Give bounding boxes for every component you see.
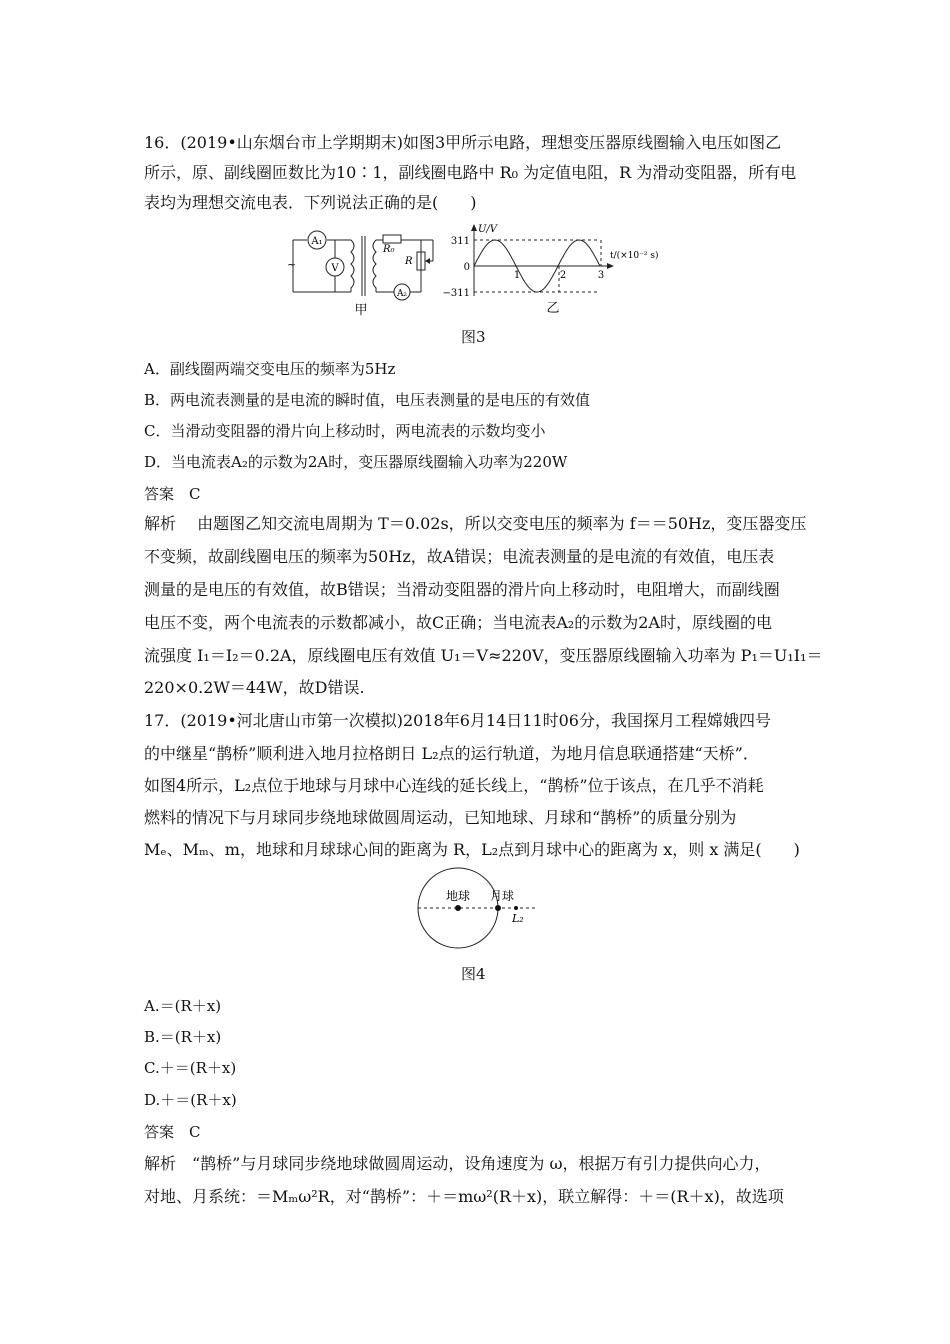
resistor-r0-label: R₀	[383, 244, 395, 255]
rheostat-r-label: R	[405, 256, 413, 267]
q16-answer: 答案 C	[144, 485, 201, 503]
ammeter-a1-label: A₁	[311, 236, 323, 247]
q17-analysis-line-2: 对地、月系统：＝Mₘω²R，对“鹊桥”：＋＝mω²(R＋x)，联立解得：＋＝(R＋x)，故选项	[144, 1187, 784, 1206]
q17-line-1: 17．(2019•河北唐山市第一次模拟)2018年6月14日11时06分，我国探月工程嫦娥四号	[144, 711, 771, 730]
q16-analysis-line-6: 220×0.2W＝44W，故D错误.	[144, 678, 365, 697]
transformer-circuit-diagram	[283, 226, 443, 318]
q16-analysis-line-1: 解析 由题图乙知交流电周期为 T＝0.02s，所以交变电压的频率为 f＝＝50Hz，变压器变压	[144, 514, 807, 533]
x-axis-label: t/(×10⁻² s)	[610, 251, 659, 261]
l2-point	[514, 906, 518, 910]
q16-option-c: C．当滑动变阻器的滑片向上移动时，两电流表的示数均变小	[144, 422, 546, 440]
figure-4-caption: 图4	[461, 965, 486, 983]
moon-point	[495, 905, 501, 911]
voltage-waveform-graph	[442, 220, 680, 318]
earth-moon-orbit-diagram	[412, 866, 542, 950]
q17-option-a: A.＝(R＋x)	[144, 997, 222, 1015]
x-tick-3: 3	[597, 270, 605, 281]
q17-answer: 答案 C	[144, 1123, 201, 1141]
moon-label: 月球	[489, 889, 515, 903]
q17-line-5: Mₑ、Mₘ、m，地球和月球球心间的距离为 R，L₂点到月球中心的距离为 x，则 x 满足( )	[144, 840, 800, 859]
ac-source-symbol: ~	[287, 258, 297, 271]
voltmeter-label: V	[331, 263, 339, 274]
figure-label-jia: 甲	[354, 303, 368, 318]
q16-option-d: D．当电流表A₂的示数为2A时，变压器原线圈输入功率为220W	[144, 453, 568, 471]
x-tick-2: 2	[559, 270, 567, 281]
earth-label: 地球	[445, 889, 471, 903]
q17-line-2: 的中继星“鹊桥”顺利进入地月拉格朗日 L₂点的运行轨道，为地月信息联通搭建“天桥”．	[144, 744, 759, 763]
y-tick-top: 311	[450, 236, 470, 247]
q16-line-1: 16．(2019•山东烟台市上学期期末)如图3甲所示电路，理想变压器原线圈输入电压如图乙	[144, 133, 782, 152]
q16-line-3: 表均为理想交流电表．下列说法正确的是( )	[144, 193, 477, 212]
q16-analysis-line-5: 流强度 I₁＝I₂＝0.2A，原线圈电压有效值 U₁＝V≈220V，变压器原线圈输入功率为 P₁＝U₁I₁＝	[144, 646, 823, 665]
y-tick-zero: 0	[463, 262, 470, 273]
figure-3-caption: 图3	[461, 328, 486, 346]
q16-analysis-line-2: 不变频，故副线圈电压的频率为50Hz，故A错误；电流表测量的是电流的有效值，电压表	[144, 547, 775, 566]
q17-option-d: D.＋＝(R＋x)	[144, 1091, 237, 1109]
q16-option-b: B．两电流表测量的是电流的瞬时值，电压表测量的是电压的有效值	[144, 391, 591, 409]
figure-label-yi: 乙	[546, 301, 560, 316]
y-tick-bottom: −311	[442, 288, 470, 299]
q16-line-2: 所示，原、副线圈匝数比为10∶1，副线圈电路中 R₀ 为定值电阻，R 为滑动变阻器，所有电	[144, 163, 797, 182]
earth-point	[455, 905, 461, 911]
x-tick-1: 1	[513, 270, 521, 281]
q16-analysis-line-3: 测量的是电压的有效值，故B错误；当滑动变阻器的滑片向上移动时，电阻增大，而副线圈	[144, 580, 780, 599]
ammeter-a2-label: A₂	[396, 289, 408, 299]
l2-label: L₂	[512, 912, 524, 925]
q17-option-b: B.＝(R＋x)	[144, 1028, 222, 1046]
q17-option-c: C.＋＝(R＋x)	[144, 1059, 237, 1077]
q17-line-4: 燃料的情况下与月球同步绕地球做圆周运动，已知地球、月球和“鹊桥”的质量分别为	[144, 808, 737, 827]
q16-option-a: A．副线圈两端交变电压的频率为5Hz	[144, 360, 396, 378]
y-axis-label: U/V	[478, 224, 498, 235]
q17-line-3: 如图4所示，L₂点位于地球与月球中心连线的延长线上，“鹊桥”位于该点，在几乎不消耗	[144, 776, 764, 795]
q17-analysis-line-1: 解析 “鹊桥”与月球同步绕地球做圆周运动，设角速度为 ω，根据万有引力提供向心力，	[144, 1154, 771, 1173]
q16-analysis-line-4: 电压不变，两个电流表的示数都减小，故C正确；当电流表A₂的示数为2A时，原线圈的电	[144, 613, 772, 632]
